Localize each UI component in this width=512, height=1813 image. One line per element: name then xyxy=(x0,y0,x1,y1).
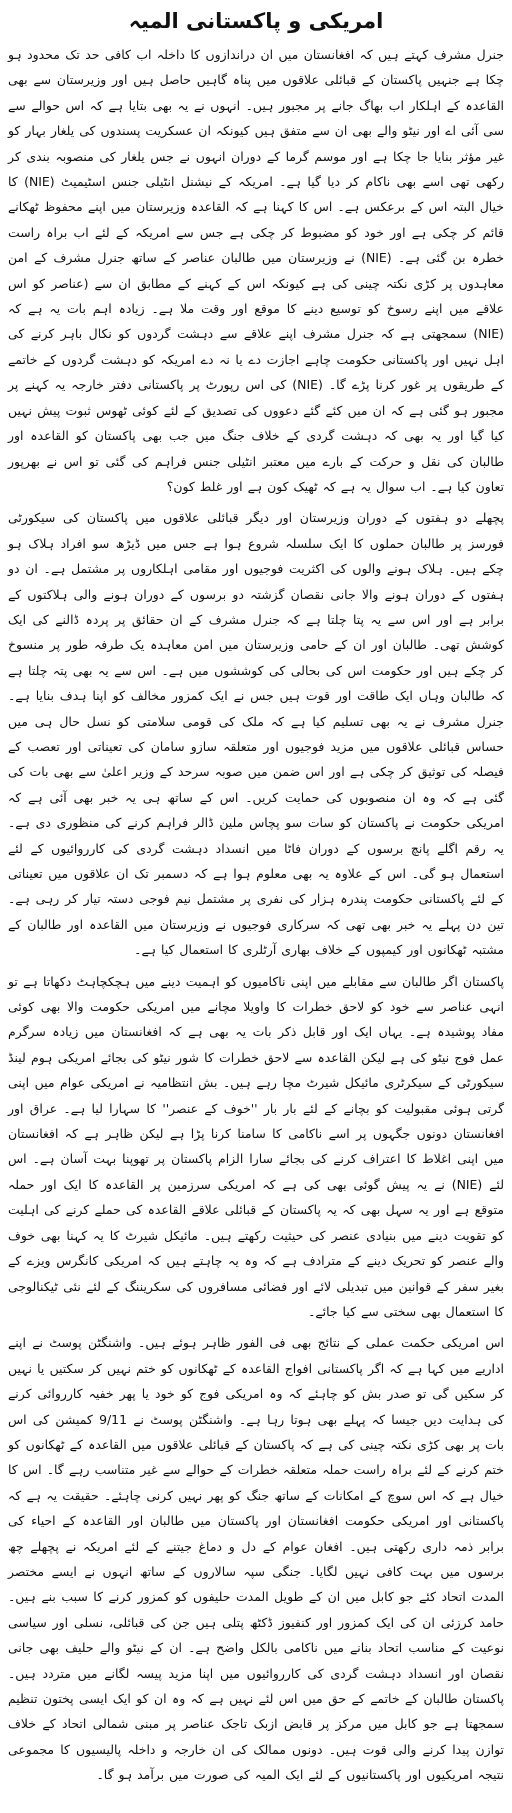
article-paragraph-2: پچھلے دو ہفتوں کے دوران وزیرستان اور دیگر قبائلی علاقوں میں پاکستان کی سیکورٹی فورسز پر طالبان حملوں کا ایک سلسلہ شروع ہوا ہے جس میں ڈیڑھ سو افراد ہلاک ہو چکے ہیں۔ ہلاک ہونے والوں کی اکثریت فوجیوں اور مقامی اہلکاروں پر مشتمل ہے۔ ان دو ہفتوں کے دوران ہونے والا جانی نقصان گزشتہ دو برسوں کے دوران ہونے والی ہلاکتوں کے برابر ہے اور اس سے یہ پتا چلتا ہے کہ جنرل مشرف کے ان حقائق پر پردہ ڈالنے کی ایک کوشش تھی۔ طالبان اور ان کے حامی وزیرستان میں امن معاہدہ یک طرفہ طور پر منسوخ کر چکے ہیں اور حکومت اس کی بحالی کی کوششوں میں ہے۔ اس سے یہ بھی پتہ چلتا ہے کہ طالبان وہاں ایک طاقت اور قوت ہیں جس نے ایک کمزور مخالف کو اپنا ہدف بنایا ہے۔ جنرل مشرف نے یہ بھی تسلیم کیا ہے کہ ملک کی قومی سلامتی کو نسل حال ہی میں حساس قبائلی علاقوں میں مزید فوجیوں اور متعلقہ سازو سامان کی تعیناتی اور تعصب کے فیصلہ کی توثیق کر چکی ہے اور اس ضمن میں صوبہ سرحد کے وزیر اعلیٰ سے بھی بات کی گئی ہے کہ وہ ان منصوبوں کی حمایت کریں۔ اس کے ساتھ ہی یہ خبر بھی آئی ہے کہ امریکی حکومت نے پاکستان کو سات سو پچاس ملین ڈالر فراہم کرنے کی منظوری دی ہے۔ یہ رقم اگلے پانچ برسوں کے دوران فاٹا میں انسداد دہشت گردی کی کارروائیوں کے لئے استعمال ہو گی۔ اس کے علاوہ یہ بھی معلوم ہوا ہے کہ دسمبر تک ان علاقوں میں تعیناتی کے لئے پاکستانی حکومت پندرہ ہزار کی نفری پر مشتمل نیم فوجی دستہ تیار کر رہی ہے۔ تین دن پہلے یہ خبر بھی تھی کہ سرکاری فوجیوں نے وزیرستان میں القاعدہ اور طالبان کے مشتبہ ٹھکانوں اور کیمپوں کے خلاف بھاری آرٹلری کا استعمال کیا ہے۔ xyxy=(8,510,504,958)
article-paragraph-4: اس امریکی حکمت عملی کے نتائج بھی فی الفور ظاہر ہوئے ہیں۔ واشنگٹن پوسٹ نے اپنے اداریے میں کہا ہے کہ اگر پاکستانی افواج القاعدہ کے ٹھکانوں کو ختم نہیں کر سکتیں یا نہیں کر سکیں گی تو صدر بش کو چاہئے کہ وہ امریکی فوج کو خود یا پھر خفیہ کارروائی کرنے کی ہدایت دیں جیسا کہ پہلے بھی ہوتا رہا ہے۔ واشنگٹن پوسٹ نے 9/11 کمیشن کی اس بات پر بھی کڑی نکتہ چینی کی ہے کہ پاکستان کے قبائلی علاقوں میں القاعدہ کے ٹھکانوں کو ختم کرنے کے لئے براہ راست حملہ متعلقہ خطرات کے حوالے سے غیر متناسب رہے گا۔ اس کا خیال ہے کہ اس سوچ کے امکانات کے ساتھ جنگ کو پھر نہیں کرنی چاہئے۔ حقیقت یہ ہے کہ پاکستانی اور امریکی حکومت افغانستان اور پاکستان میں طالبان اور القاعدہ کے احیاء کی برابر ذمہ داری رکھتی ہیں۔ افغان عوام کے دل و دماغ جیتنے کے لئے امریکہ نے پچھلے چھ برسوں میں بہت کافی نہیں لگایا۔ جنگی سپہ سالاروں کے ساتھ انہوں نے ایسے مختصر المدت اتحاد کئے جو کابل میں ان کے طویل المدت حلیفوں کو کمزور کرنے کا سبب بنے ہیں۔ حامد کرزئی ان کی ایک کمزور اور کنفیوز ڈکٹھ پتلی ہیں جن کی قبائلی، نسلی اور سیاسی نوعیت کے مناسب اتحاد بنانے میں ناکامی بالکل واضح ہے۔ ان کے نیٹو والے حلیف بھی جانی نقصان اور انسداد دہشت گردی کی کارروائیوں میں اپنا مزید پیسہ لگانے میں متردد ہیں۔ پاکستان طالبان کے خاتمے کے حق میں اس لئے نہیں ہے کہ وہ ان کو ایک ایسی پختون تنظیم سمجھتا ہے جو کابل میں مرکز پر قابض ازبک تاجک عناصر پر مبنی شمالی اتحاد کے خلاف توازن پیدا کرنے والی قوت ہیں۔ دونوں ممالک کی ان خارجہ و داخلہ پالیسیوں کا مجموعی نتیجہ امریکیوں اور پاکستانیوں کے لئے ایک المیہ کی صورت میں برآمد ہو گا۔ xyxy=(8,1335,504,1783)
article-body xyxy=(8,42,504,1788)
article-headline: امریکی و پاکستانی المیہ xyxy=(128,9,384,33)
article-paragraph-3: پاکستان اگر طالبان سے مقابلے میں اپنی ناکامیوں کو اہمیت دینے میں ہچکچاہٹ دکھاتا ہے تو انہی عناصر سے خود کو لاحق خطرات کا واویلا مچانے میں امریکی حکومت والا بھی کوئی مفاد پوشیدہ ہے۔ یہاں ایک اور قابل ذکر بات یہ بھی ہے کہ افغانستان میں زیادہ سرگرم عمل فوج نیٹو کی ہے لیکن القاعدہ سے لاحق خطرات کا شور نیٹو کی بجائے امریکی ہوم لینڈ سیکورٹی کے سیکرٹری مائیکل شیرٹ مچا رہے ہیں۔ بش انتظامیہ نے امریکی عوام میں اپنی گرتی ہوئی مقبولیت کو بچانے کے لئے بار بار ''خوف کے عنصر'' کا سہارا لیا ہے۔ عراق اور افغانستان دونوں جگہوں پر اسے ناکامی کا سامنا کرنا پڑا ہے لیکن ظاہر ہے کہ افغانستان میں اپنی اغلاط کا اعتراف کرنے کی بجائے سارا الزام پاکستان پر تھوپنا بہت آسان ہے۔ اس لئے (NIE) نے یہ پیش گوئی بھی کی ہے کہ امریکی سرزمین پر القاعدہ کا ایک اور حملہ متوقع ہے اور یہ سہل بھی کہ یہ پاکستان کے قبائلی علاقے القاعدہ کی حملے کرنے کی اہلیت کو تقویت دینے میں بنیادی عنصر کی حیثیت رکھتے ہیں۔ مائیکل شیرٹ کا یہ کہنا بھی خوف والے عنصر کو تحریک دینے کے مترادف ہے کہ وہ یہ چاہتے ہیں کہ امریکی کانگرس ویزے کے بغیر سفر کے قوانین میں تبدیلی لائے اور فضائی مسافروں کی سکریننگ کے لئے نئی ٹیکنالوجی کا استعمال بھی سختی سے کیا جائے۔ xyxy=(8,973,504,1319)
article-paragraph-1: جنرل مشرف کہتے ہیں کہ افغانستان میں ان دراندازوں کا داخلہ اب کافی حد تک محدود ہو چکا ہے جنہیں پاکستان کے قبائلی علاقوں میں پناہ گاہیں حاصل ہیں اور وزیرستان سے بھی القاعدہ کے اہلکار اب بھاگ جانے پر مجبور ہیں۔ انہوں نے یہ بھی بتایا ہے کہ اس حوالے سے سی آئی اے اور نیٹو والے بھی ان سے متفق ہیں کیونکہ ان عسکریت پسندوں کی یلغار بہار کو غیر مؤثر بنایا جا چکا ہے اور موسم گرما کے دوران انہوں نے جس یلغار کی منصوبہ بندی کر رکھی تھی اسے بھی ناکام کر دیا گیا ہے۔ امریکہ کے نیشنل انٹیلی جنس اسٹیمیٹ (NIE) کا خیال البتہ اس کے برعکس ہے۔ اس کا کہنا ہے کہ القاعدہ وزیرستان میں اپنے محفوظ ٹھکانے قائم کر چکی ہے اور خود کو مضبوط کر چکی ہے جس سے امریکہ کے لئے اب براہ راست خطرہ بن گئی ہے۔ (NIE) نے وزیرستان میں طالبان عناصر کے ساتھ جنرل مشرف کے امن معاہدوں پر کڑی نکتہ چینی کی ہے کیونکہ اس کے کہنے کے مطابق ان سے (عناصر کو اس علاقے میں اپنے رسوخ کو توسیع دینے کا موقع اور وقت ملا ہے۔ زیادہ اہم بات یہ ہے کہ (NIE) سمجھتی ہے کہ جنرل مشرف اپنے علاقے سے دہشت گردوں کو نکال باہر کرنے کی اہل نہیں اور پاکستانی حکومت چاہے اجازت دے یا نہ دے امریکہ کو دہشت گردوں کے خاتمے کے طریقوں پر غور کرنا پڑے گا۔ (NIE) کی اس رپورٹ پر پاکستانی دفتر خارجہ یہ کہنے پر مجبور ہو گئی ہے کہ ان میں کئے گئے دعووں کی تصدیق کے لئے کوئی ٹھوس ثبوت پیش نہیں کیا گیا اور یہ بھی کہ دہشت گردی کے خلاف جنگ میں جب بھی پاکستان کو القاعدہ اور طالبان کی نقل و حرکت کے بارے میں معتبر انٹیلی جنس فراہم کی گئی تو اس نے بھرپور تعاون کیا ہے۔ اب سوال یہ ہے کہ ٹھیک کون ہے اور غلط کون؟ xyxy=(8,47,504,494)
